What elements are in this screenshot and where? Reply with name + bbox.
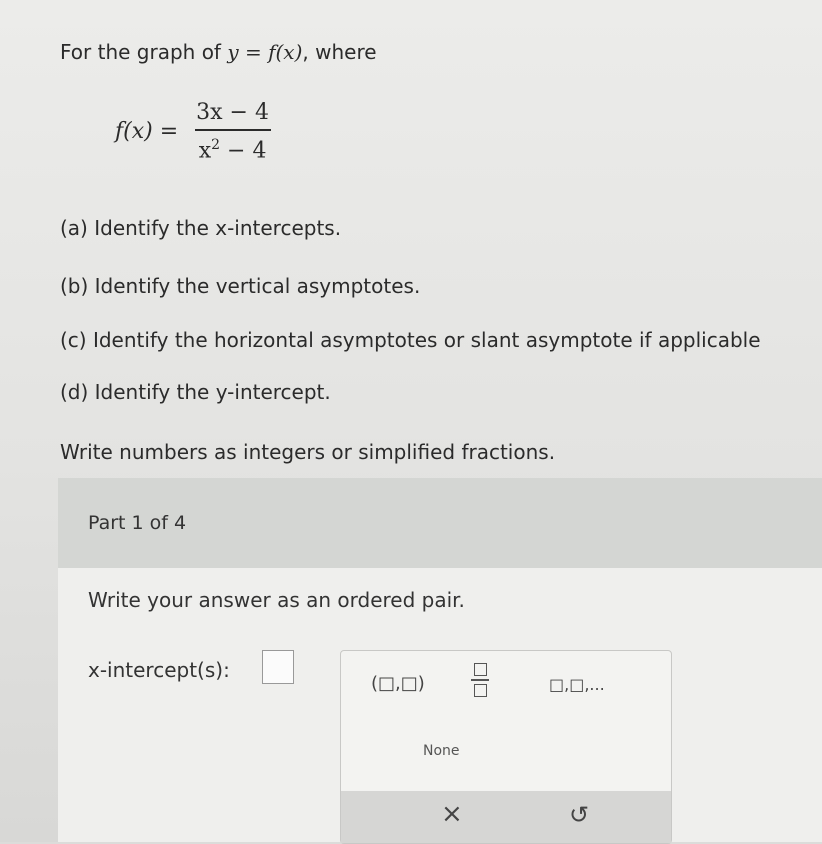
- task-d: (d) Identify the y-intercept.: [60, 380, 331, 404]
- ordered-pair-button[interactable]: (□,□): [371, 673, 425, 694]
- denominator-rest: − 4: [220, 138, 267, 164]
- math-keypad: [340, 650, 672, 844]
- task-b: (b) Identify the vertical asymptotes.: [60, 274, 421, 298]
- intro-equation: y = f(x): [227, 40, 303, 64]
- intro-prefix: For the graph of: [60, 40, 228, 64]
- x-intercepts-input[interactable]: [262, 650, 294, 684]
- answer-prompt: Write your answer as an ordered pair.: [88, 588, 465, 612]
- function-fraction: [192, 100, 273, 163]
- instructions: Write numbers as integers or simplified fractions.: [60, 440, 556, 464]
- none-button[interactable]: None: [423, 743, 460, 759]
- function-numerator: 3x − 4: [196, 100, 269, 125]
- task-a: (a) Identify the x-intercepts.: [60, 216, 342, 240]
- function-name: f(x) =: [115, 119, 179, 145]
- intro-text: [60, 40, 377, 64]
- task-c: (c) Identify the horizontal asymptotes or slant asymptote if applicable: [60, 328, 761, 352]
- function-denominator: [199, 131, 267, 163]
- denominator-exponent: 2: [211, 137, 221, 153]
- fraction-top-square-icon: [474, 663, 487, 676]
- fraction-line-icon: [471, 679, 489, 681]
- part-label: Part 1 of 4: [88, 512, 187, 534]
- clear-icon[interactable]: ×: [441, 799, 463, 829]
- keypad-action-bar: [341, 791, 671, 843]
- intro-suffix: , where: [302, 40, 377, 64]
- x-intercepts-label: x-intercept(s):: [88, 658, 230, 682]
- undo-icon[interactable]: ↺: [569, 801, 590, 829]
- denominator-base: x: [198, 138, 212, 164]
- fraction-button[interactable]: [471, 663, 489, 697]
- function-definition: [115, 100, 273, 163]
- answer-panel: [58, 478, 822, 842]
- fraction-bottom-square-icon: [474, 684, 487, 697]
- list-button[interactable]: □,□,...: [549, 675, 605, 694]
- part-header: [58, 478, 822, 568]
